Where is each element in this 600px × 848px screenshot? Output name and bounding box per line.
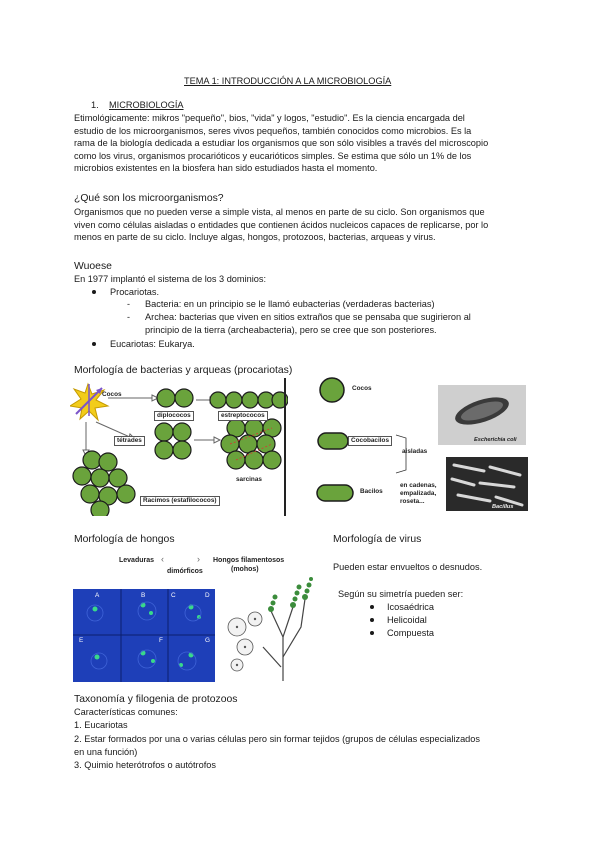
para-line: estudio de los microorganismos, seres vivos pequeños, también conocidos como microbios. Es la: [74, 125, 472, 136]
arrow-left-icon: ‹: [161, 554, 164, 564]
para-line: menos en parte de su ciclo. Incluye algas, hongos, protozoos, bacterias, arqueas y virus.: [74, 232, 436, 243]
cocos-label: Cocos: [102, 391, 122, 398]
estreptococos-label: estreptococos: [218, 411, 268, 421]
tetrades-label: tétrades: [114, 436, 145, 446]
woese-intro: En 1977 implantó el sistema de los 3 dominios:: [74, 274, 267, 284]
diplococos-label: diplococos: [154, 411, 194, 421]
virus-line2: Según su simetría pueden ser:: [338, 589, 464, 599]
sub-bacteria: Bacteria: en un principio se le llamó eubacterias (verdaderas bacterias): [145, 299, 435, 309]
tetrades-cells: [155, 423, 191, 459]
sub-dash: -: [127, 312, 130, 322]
protozoos-item1: 1. Eucariotas: [74, 720, 128, 730]
page-title: TEMA 1: INTRODUCCIÓN A LA MICROBIOLOGÍA: [184, 76, 392, 86]
cocobacilo-shape: [318, 433, 348, 449]
para-line: viven como células aisladas o entidades que contienen ácidos nucleicos capaces de replicarse, por lo: [74, 219, 489, 230]
para-line: Organismos que no pueden verse a simple vista, al menos en parte de su ciclo. Son organismos que: [74, 207, 485, 217]
woese-heading: Wuoese: [74, 261, 112, 272]
arrow-down: [83, 422, 89, 456]
dimorficos-label: dimórficos: [167, 568, 203, 575]
panel-label: E: [79, 637, 84, 644]
cadenas-label-2: empalizada,: [400, 490, 437, 497]
figure-border: [284, 378, 286, 516]
bacillus-caption: Bacillus: [492, 504, 514, 510]
cocci-arrangements-figure: [70, 378, 288, 516]
morph-virus-heading: Morfología de virus: [333, 534, 422, 545]
morph-hongos-heading: Morfología de hongos: [74, 534, 175, 545]
sub-archea-cont: principio de la tierra (archeabacteria), pero se cree que son posteriores.: [145, 325, 437, 335]
coco-shape: [320, 378, 344, 402]
virus-line1: Pueden estar envueltos o desnudos.: [333, 562, 483, 572]
microorganisms-heading: ¿Qué son los microorganismos?: [74, 193, 224, 204]
bullet-procariotas: Procariotas.: [110, 287, 160, 297]
mold-illustration: [223, 577, 318, 682]
microorganisms-paragraph: [74, 206, 488, 244]
racimos-label: Racimos (estafilococos): [140, 496, 220, 506]
levaduras-label: Levaduras: [119, 557, 155, 564]
arrow-right-icon: ›: [197, 554, 200, 564]
cadenas-label-1: en cadenas,: [400, 482, 437, 489]
panel-label: F: [159, 637, 163, 644]
morph-bact-heading: Morfología de bacterias y arqueas (procariotas): [74, 365, 293, 376]
para-line: rama de la biología dedicada a estudiar los organismos que son sólo visibles a través del microscopio: [74, 138, 489, 149]
cocos-shape-label: Cocos: [352, 385, 372, 392]
cocos-burst-icon: [70, 384, 108, 420]
panel-label: B: [141, 592, 146, 599]
protozoos-heading: Taxonomía y filogenia de protozoos: [74, 694, 238, 705]
bacilo-shape: [317, 485, 353, 501]
panel-label: C: [171, 592, 176, 599]
para-line: Etimológicamente: mikros "pequeño", bios, "vida" y logos, "estudio". Es la ciencia encargada del: [74, 113, 465, 123]
virus-item-compuesta: Compuesta: [387, 628, 434, 638]
sub-archea: Archea: bacterias que viven en sitios extraños que se pensaba que sugirieron al: [145, 312, 471, 322]
bullet-eucariotas: Eucariotas: Eukarya.: [110, 339, 195, 349]
virus-item-helicoidal: Helicoidal: [387, 615, 427, 625]
arrow-tet-sarc: [194, 437, 220, 443]
section-heading: MICROBIOLOGÍA: [109, 100, 184, 110]
bullet-dot: [370, 618, 374, 622]
cocobacilos-label: Cocobacilos: [348, 436, 392, 446]
panel-label: G: [205, 637, 210, 644]
yeast-micrograph: [73, 589, 215, 682]
section-number: 1.: [91, 100, 99, 110]
filamentosos-label-2: (mohos): [231, 566, 259, 573]
protozoos-intro: Características comunes:: [74, 707, 178, 717]
racimos-cells: [73, 451, 135, 516]
para-line: microbios existentes en la biosfera han sido estudiados hasta el momento.: [74, 163, 378, 174]
para-line: como los virus, organismos procarióticos y eucarióticos simples. Se estima que sólo un 1% de los: [74, 150, 472, 161]
section1-paragraph: [74, 112, 488, 175]
bullet-dot: [370, 631, 374, 635]
bullet-dot: [370, 605, 374, 609]
bacilos-label: Bacilos: [360, 488, 383, 495]
estreptococos-cells: [210, 392, 288, 408]
protozoos-item2: 2. Estar formados por una o varias células pero sin formar tejidos (grupos de células especializados: [74, 734, 480, 744]
cadenas-label-3: roseta...: [400, 498, 425, 505]
bullet-dot: [92, 342, 96, 346]
bacteria-shapes-figure: [314, 375, 532, 513]
aisladas-label: aisladas: [402, 448, 428, 455]
virus-item-icosaedrica: Icosaédrica: [387, 602, 434, 612]
ecoli-caption: Escherichia coli: [474, 437, 517, 443]
diplococos-cells: [157, 389, 193, 407]
bullet-dot: [92, 290, 96, 294]
sarcinas-label: sarcinas: [236, 476, 262, 483]
filamentosos-label-1: Hongos filamentosos: [213, 557, 285, 564]
protozoos-item3: 3. Quimio heterótrofos o autótrofos: [74, 760, 216, 770]
sub-dash: -: [127, 299, 130, 309]
panel-label: A: [95, 592, 100, 599]
fungi-figure: [73, 551, 318, 682]
panel-label: D: [205, 592, 210, 599]
protozoos-item2-cont: en una función): [74, 747, 138, 757]
